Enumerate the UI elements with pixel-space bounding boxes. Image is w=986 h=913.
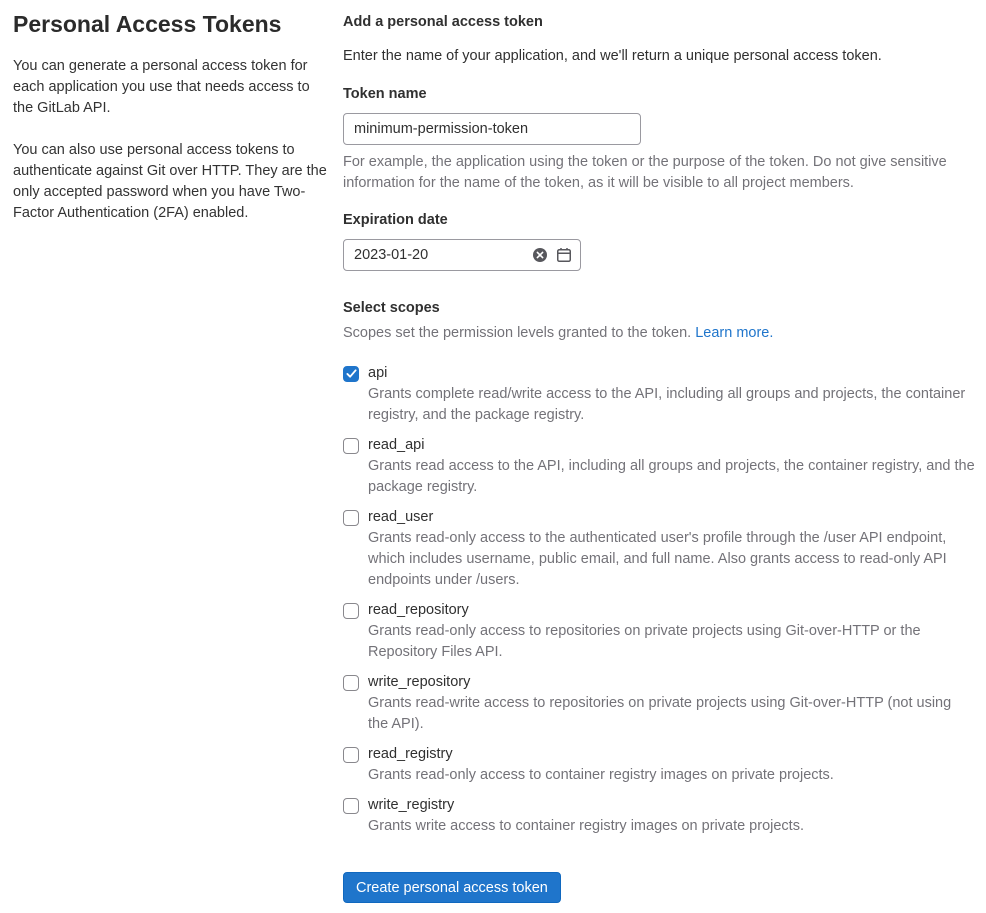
- form-heading: Add a personal access token: [343, 14, 543, 30]
- scope-description: Grants read-write access to repositories on private projects using Git-over-HTTP (not using the API).: [368, 695, 952, 733]
- scope-name[interactable]: read_registry: [368, 746, 453, 763]
- scope-item-write_repository: [343, 672, 975, 735]
- page-title: Personal Access Tokens: [13, 11, 282, 37]
- scope-checkbox-read_registry[interactable]: [343, 747, 359, 763]
- scope-item-read_user: [343, 507, 975, 591]
- select-scopes-label: Select scopes: [343, 300, 440, 317]
- token-name-help: For example, the application using the token or the purpose of the token. Do not give sensitive information for the name of the token, as it will be visible to all project members.: [343, 154, 947, 192]
- scope-name[interactable]: read_api: [368, 437, 425, 454]
- learn-more-link[interactable]: Learn more.: [695, 325, 774, 342]
- expiration-date-label: Expiration date: [343, 212, 448, 229]
- scope-name[interactable]: api: [368, 365, 388, 382]
- scope-description: Grants read access to the API, including all groups and projects, the container registry, and the package registry.: [368, 458, 975, 496]
- add-token-form: [343, 10, 975, 903]
- date-field-icons: [532, 239, 572, 271]
- scope-name[interactable]: write_repository: [368, 674, 471, 691]
- select-scopes-section: [343, 298, 975, 837]
- token-name-group: [343, 84, 975, 194]
- scope-name[interactable]: read_repository: [368, 602, 469, 619]
- scope-checkbox-write_repository[interactable]: [343, 675, 359, 691]
- form-description: Enter the name of your application, and we'll return a unique personal access token.: [343, 48, 882, 65]
- scope-item-read_repository: [343, 600, 975, 663]
- scope-item-read_registry: [343, 744, 975, 786]
- token-name-label: Token name: [343, 86, 427, 103]
- scope-item-api: [343, 363, 975, 426]
- scope-description: Grants write access to container registry images on private projects.: [368, 818, 804, 835]
- expiration-date-group: [343, 210, 975, 271]
- scope-checkbox-write_registry[interactable]: [343, 798, 359, 814]
- create-token-button[interactable]: Create personal access token: [343, 872, 561, 903]
- settings-sidebar-description: [13, 10, 330, 903]
- scope-checkbox-read_user[interactable]: [343, 510, 359, 526]
- scope-description: Grants complete read/write access to the API, including all groups and projects, the container registry, and the package registry.: [368, 386, 966, 424]
- intro-paragraph-1: You can generate a personal access token for each application you use that needs access to the GitLab API.: [13, 57, 310, 116]
- scope-checkbox-read_api[interactable]: [343, 438, 359, 454]
- scope-name[interactable]: write_registry: [368, 797, 455, 814]
- calendar-icon[interactable]: [556, 247, 572, 263]
- intro-paragraph-2: You can also use personal access tokens to authenticate against Git over HTTP. They are the only accepted password when you have Two-Factor Authentication (2FA) enabled.: [13, 141, 327, 221]
- scope-description: Grants read-only access to the authenticated user's profile through the /user API endpoint, which includes username, public email, and full name. Also grants access to read-only API endpoints under /users.: [368, 530, 947, 589]
- expiration-date-field: [343, 239, 581, 271]
- scope-checkbox-read_repository[interactable]: [343, 603, 359, 619]
- token-name-input[interactable]: [343, 113, 641, 145]
- scope-checkbox-api[interactable]: [343, 366, 359, 382]
- clear-date-icon[interactable]: [532, 247, 548, 263]
- scopes-hint: [343, 323, 975, 344]
- scope-list: [343, 363, 975, 837]
- scope-item-read_api: [343, 435, 975, 498]
- scope-name[interactable]: read_user: [368, 509, 434, 526]
- scopes-hint-text: Scopes set the permission levels granted to the token.: [343, 325, 692, 342]
- scope-item-write_registry: [343, 795, 975, 837]
- scope-description: Grants read-only access to repositories on private projects using Git-over-HTTP or the Repository Files API.: [368, 623, 921, 661]
- scope-description: Grants read-only access to container registry images on private projects.: [368, 767, 834, 784]
